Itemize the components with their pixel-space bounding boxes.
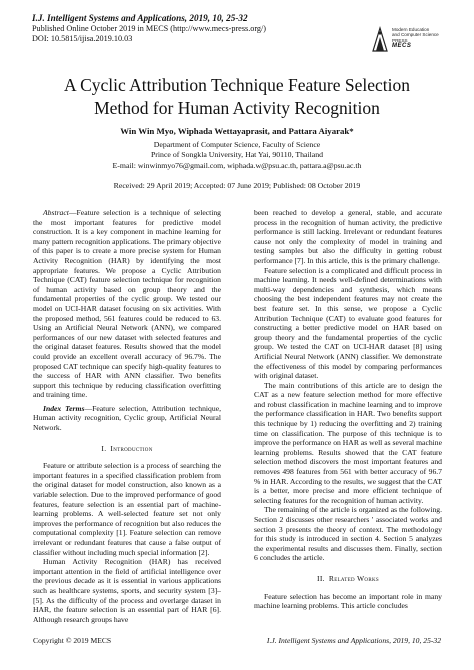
logo-line-2: and Computer Science xyxy=(392,32,439,38)
section-title: Introduction xyxy=(110,443,153,453)
authors: Win Win Myo, Wiphada Wettayaprasit, and Pattara Aiyarak* xyxy=(120,126,354,136)
doi-line: DOI: 10.5815/ijisa.2019.10.03 xyxy=(32,34,133,43)
abstract-label: Abstract xyxy=(43,208,69,217)
section-number: I. xyxy=(101,443,107,453)
journal-name: I.J. Intelligent Systems and Applications, 2019, 10, 25-32 xyxy=(32,13,248,23)
logo-abbr: MECS xyxy=(392,43,412,49)
mecs-logo-icon xyxy=(370,25,390,55)
related-works-paragraph-1: Feature selection has become an important role in many machine learning problems. This article concludes xyxy=(254,591,442,611)
section-heading-introduction xyxy=(33,444,221,454)
intro-paragraph-6: The remaining of the article is organized as the following. Section 2 discusses other researchers ' associated works and section 3 presents the theory of context. The methodology for this study is introduced in section 4. Section 5 analyzes the experimental results and discusses them. Finally, section 6 concludes the article. xyxy=(254,505,442,563)
section-number: II. xyxy=(317,573,325,583)
section-title: Related Works xyxy=(328,573,379,583)
index-terms-label: Index Terms xyxy=(43,403,85,413)
right-column xyxy=(254,208,442,611)
logo-line-1: Modern Education xyxy=(392,27,430,32)
publisher-logo xyxy=(370,23,440,61)
paper-title xyxy=(0,74,474,120)
affiliation xyxy=(0,140,474,171)
intro-paragraph-5: The main contributions of this article are to design the CAT as a new feature selection method for more effective and robust classification in machine learning and to improve the performance classification in HAR. Two benefits support this technique by 1) reducing the overfitting and 2) training time on classification. The purpose of this technique is to improve the performance on HAR as well as several machine learning problems. Results showed that the CAT feature selection method discovers the most important features and removes 498 features from 561 with better accuracy of 96.7 % in HAR. According to the results, we suggest that the CAT is a better, more precise and more efficient technique of selecting features for the recognition of human activity. xyxy=(254,380,442,505)
affiliation-email: E-mail: winwinmyo76@gmail.com, wiphada.w@psu.ac.th, pattara.a@psu.ac.th xyxy=(112,160,362,170)
published-line: Published Online October 2019 in MECS (http://www.mecs-press.org/) xyxy=(32,24,267,33)
index-terms xyxy=(33,404,221,433)
intro-paragraph-2: Human Activity Recognition (HAR) has received important attention in the field of artificial intelligence over the previous decade as it is essential in various applications such as healthcare systems, sports, and security system [3]–[5]. As the difficulty of the process and overlarge dataset in HAR, the feature selection is an essential part of HAR [6]. Although research groups have xyxy=(33,557,221,624)
section-heading-related-works xyxy=(254,574,442,584)
logo-line-3: PRESS xyxy=(392,37,408,43)
affiliation-line-1: Department of Computer Science, Faculty of Science xyxy=(153,140,321,149)
affiliation-line-2: Prince of Songkla University, Hat Yai, 90110, Thailand xyxy=(150,150,324,160)
intro-paragraph-1: Feature or attribute selection is a process of searching the important features in a specified classification problem from the original dataset for model construction, also known as a variable selection. Due to the improved performance of good features, feature selection is an essential part of machine-learning problems. A well-selected feature set not only improves the performance of recognition but also reduces the computational complexity [1]. Feature selection can remove irrelevant or redundant features that cause a false output of classifier without including much special information [2]. xyxy=(33,461,221,557)
footer-copyright: Copyright © 2019 MECS xyxy=(33,636,112,645)
page-header xyxy=(32,13,332,44)
intro-paragraph-4: Feature selection is a complicated and difficult process in machine learning. It needs well-defined determinations with multi-way dependencies and synthesis, which means choosing the best independent features may not create the best feature set. In this sense, we propose a Cyclic Attribution Technique (CAT) to evaluate good features for constructing a better predictive model on HAR based on group theory and the fundamental properties of the cyclic group. We tested the CAT on UCI-HAR dataset [8] using Artificial Neural Network (ANN) classifier. We demonstrate the effectiveness of this model by comparing performances with original dataset. xyxy=(254,265,442,381)
abstract-text: —Feature selection is a technique of selecting the most important features for predictive model construction. It is a key component in machine learning for many pattern recognition applications. The primary objective of this paper is to create a more precise system for Human Activity Recognition (HAR) by identifying the most appropriate features. We propose a Cyclic Attribution Technique (CAT) feature selection technique for recognition of human activity based on group theory and the fundamental properties of the cyclic group. We tested our model on UCI-HAR dataset focusing on six activities. With the proposed method, 561 features could be reduced to 63. Using an Artificial Neural Network (ANN), we compared performances of our new dataset with selected features and the original dataset features. Results showed that the model could provide an excellent overall accuracy of 96.7%. The proposed CAT technique can specify high-quality features to the success of HAR with ANN classifier. Two benefits support this technique by reducing classification overfitting and training time. xyxy=(33,208,221,400)
logo-text xyxy=(392,27,439,43)
intro-paragraph-3: been reached to develop a general, stable, and accurate process in the recognition of human activity, the predictive performance is still lacking. Irrelevant or redundant features cause not only the complexity of model in training and testing samples but also the difficulty in getting robust performance [7]. In this article, this is the primary challenge. xyxy=(254,208,442,265)
title-line-2: Method for Human Activity Recognition xyxy=(94,98,380,118)
index-terms-text: —Feature selection, Attribution technique, Human activity recognition, Cyclic group, Artificial Neural Network. xyxy=(33,403,221,433)
footer-journal: I.J. Intelligent Systems and Applications, 2019, 10, 25-32 xyxy=(266,636,441,645)
left-column xyxy=(33,208,221,624)
received-dates: Received: 29 April 2019; Accepted: 07 June 2019; Published: 08 October 2019 xyxy=(113,181,361,190)
abstract xyxy=(33,208,221,400)
title-line-1: A Cyclic Attribution Technique Feature Selection xyxy=(64,75,410,95)
